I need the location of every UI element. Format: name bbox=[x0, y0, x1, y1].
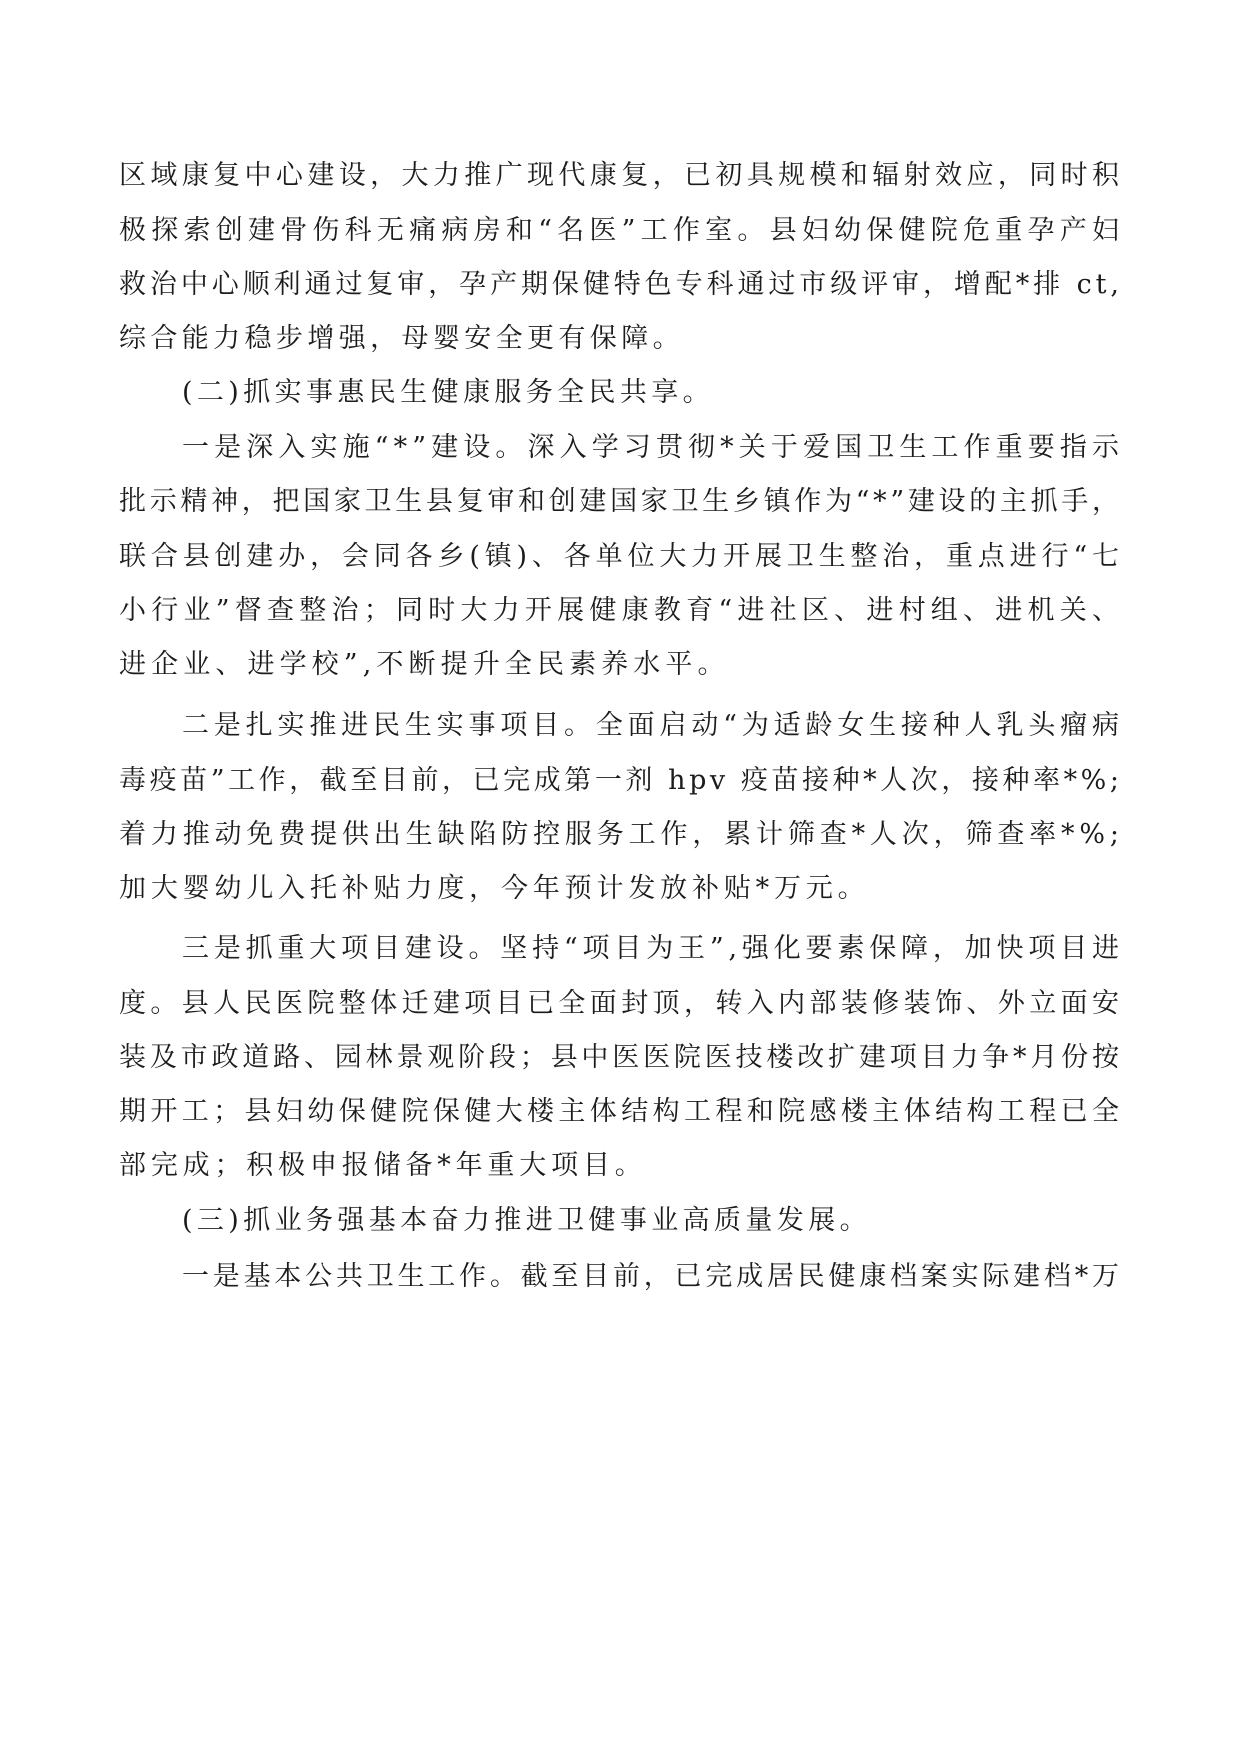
paragraph-line: 度。县人民医院整体迁建项目已全面封顶，转入内部装修装饰、外立面安 bbox=[119, 988, 1124, 1019]
paragraph-line: 三是抓重大项目建设。坚持“项目为王”,强化要素保障，加快项目进 bbox=[182, 933, 1124, 964]
section-heading: (三)抓业务强基本奋力推进卫健事业高质量发展。 bbox=[182, 1205, 871, 1236]
paragraph-line: 一是深入实施“*”建设。深入学习贯彻*关于爱国卫生工作重要指示 bbox=[182, 432, 1125, 463]
paragraph-line: 着力推动免费提供出生缺陷防控服务工作，累计筛查*人次，筛查率*%; bbox=[119, 819, 1124, 850]
paragraph-line: 综合能力稳步增强，母婴安全更有保障。 bbox=[119, 323, 684, 354]
paragraph-line: 联合县创建办，会同各乡(镇)、各单位大力开展卫生整治，重点进行“七 bbox=[119, 541, 1124, 572]
paragraph-line: 进企业、进学校”,不断提升全民素养水平。 bbox=[119, 649, 730, 680]
paragraph-line: 区域康复中心建设，大力推广现代康复，已初具规模和辐射效应，同时积 bbox=[119, 160, 1124, 191]
paragraph-line: 加大婴幼儿入托补贴力度，今年预计发放补贴*万元。 bbox=[119, 873, 870, 904]
paragraph-line: 批示精神，把国家卫生县复审和创建国家卫生乡镇作为“*”建设的主抓手， bbox=[119, 486, 1123, 517]
paragraph-line: 二是扎实推进民生实事项目。全面启动“为适龄女生接种人乳头瘤病 bbox=[182, 710, 1124, 741]
paragraph-line: 极探索创建骨伤科无痛病房和“名医”工作室。县妇幼保健院危重孕产妇 bbox=[119, 215, 1125, 246]
paragraph-line: 期开工；县妇幼保健院保健大楼主体结构工程和院感楼主体结构工程已全 bbox=[119, 1096, 1124, 1127]
paragraph-line: 小行业”督查整治；同时大力开展健康教育“进社区、进村组、进机关、 bbox=[119, 595, 1125, 626]
paragraph-line: 一是基本公共卫生工作。截至目前，已完成居民健康档案实际建档*万 bbox=[182, 1261, 1123, 1292]
paragraph-line: 部完成；积极申报储备*年重大项目。 bbox=[119, 1150, 647, 1181]
paragraph-line: 装及市政道路、园林景观阶段；县中医医院医技楼改扩建项目力争*月份按 bbox=[119, 1042, 1123, 1073]
section-heading: (二)抓实事惠民生健康服务全民共享。 bbox=[182, 377, 715, 408]
paragraph-line: 毒疫苗”工作，截至目前，已完成第一剂 hpv 疫苗接种*人次，接种率*%; bbox=[119, 765, 1123, 796]
paragraph-line: 救治中心顺利通过复审，孕产期保健特色专科通过市级评审，增配*排 ct, bbox=[119, 269, 1123, 300]
